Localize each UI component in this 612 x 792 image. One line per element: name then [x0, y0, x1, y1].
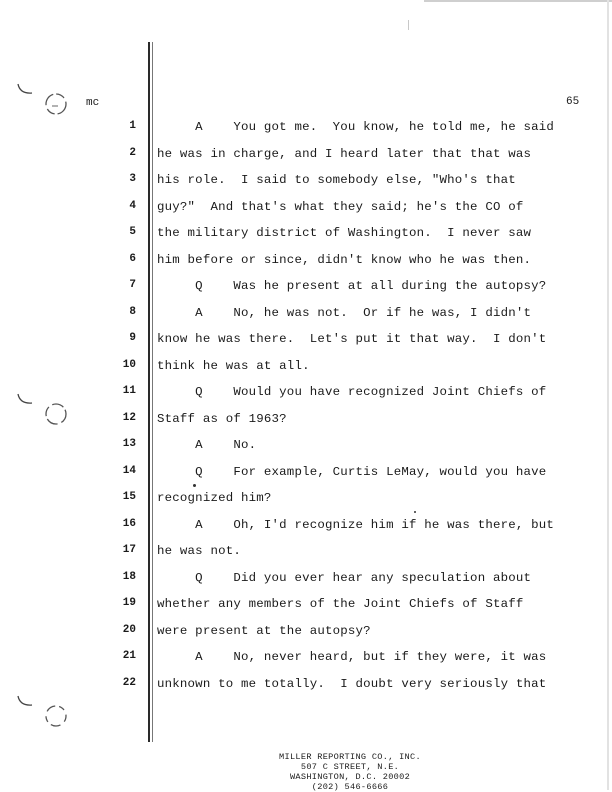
- reporter-footer: [180, 752, 520, 792]
- line-number: 17: [122, 544, 136, 556]
- transcript-line: [0, 279, 612, 299]
- line-text: recognized him?: [157, 491, 272, 505]
- footer-company: MILLER REPORTING CO., INC.: [279, 752, 421, 762]
- stray-mark: [414, 511, 416, 513]
- line-number: 14: [122, 464, 136, 477]
- page-number: 65: [566, 96, 580, 108]
- line-number: 15: [122, 491, 136, 503]
- transcript-line: [0, 597, 612, 617]
- transcript-line: [0, 650, 612, 670]
- line-number: 18: [122, 570, 136, 583]
- line-text: were present at the autopsy?: [157, 623, 371, 638]
- stray-mark: [193, 484, 196, 487]
- transcript-line: [0, 306, 612, 326]
- line-number: 11: [122, 385, 136, 397]
- line-number: 6: [129, 252, 136, 265]
- line-number: 3: [129, 173, 136, 185]
- line-text: guy?" And that's what they said; he's the CO of: [157, 199, 524, 214]
- transcript-line: [0, 385, 612, 405]
- transcript-line: [0, 226, 612, 246]
- transcript-line: [0, 491, 612, 511]
- line-text: he was not.: [157, 544, 241, 558]
- transcript-line: [0, 173, 612, 193]
- line-text: A No.: [157, 438, 257, 452]
- transcript-line: [0, 544, 612, 564]
- transcript-line: [0, 332, 612, 352]
- transcript-line: [0, 465, 612, 485]
- line-text: Staff as of 1963?: [157, 411, 287, 426]
- line-number: 2: [129, 146, 136, 159]
- line-text: Q Did you ever hear any speculation about: [157, 570, 532, 585]
- scan-mark: [408, 20, 409, 30]
- line-text: Q For example, Curtis LeMay, would you have: [157, 464, 547, 479]
- line-text: the military district of Washington. I never saw: [157, 226, 532, 240]
- transcript-line: [0, 359, 612, 379]
- line-number: 12: [122, 411, 136, 424]
- transcript-line: [0, 253, 612, 273]
- line-text: him before or since, didn't know who he was then.: [157, 252, 532, 267]
- line-number: 16: [122, 517, 136, 530]
- line-text: A You got me. You know, he told me, he said: [157, 120, 555, 134]
- line-text: he was in charge, and I heard later that that was: [157, 146, 532, 161]
- line-number: 21: [122, 650, 136, 662]
- line-text: Q Would you have recognized Joint Chiefs of: [157, 385, 547, 399]
- line-number: 19: [122, 597, 136, 609]
- typist-initials: mc: [86, 97, 100, 109]
- line-text: Q Was he present at all during the autopsy?: [157, 279, 547, 293]
- line-text: his role. I said to somebody else, "Who's that: [157, 173, 516, 187]
- line-number: 7: [129, 279, 136, 291]
- line-number: 8: [129, 305, 136, 318]
- line-text: know he was there. Let's put it that way. I don't: [157, 332, 547, 346]
- line-number: 1: [129, 120, 136, 132]
- footer-city: WASHINGTON, D.C. 20002: [289, 772, 411, 782]
- footer-street: 507 C STREET, N.E.: [300, 762, 400, 772]
- punch-hole-1: [12, 80, 74, 122]
- line-number: 5: [129, 226, 136, 238]
- footer-phone: (202) 546-6666: [311, 782, 389, 792]
- transcript-line: [0, 624, 612, 644]
- line-text: think he was at all.: [157, 358, 310, 373]
- line-number: 9: [129, 332, 136, 344]
- transcript-line: [0, 412, 612, 432]
- line-text: whether any members of the Joint Chiefs of Staff: [157, 597, 524, 611]
- transcript-line: [0, 200, 612, 220]
- line-number: 20: [122, 623, 136, 636]
- line-number: 4: [129, 199, 136, 212]
- line-text: A No, he was not. Or if he was, I didn't: [157, 305, 532, 320]
- line-text: A Oh, I'd recognize him if he was there, but: [157, 517, 555, 532]
- transcript-line: [0, 677, 612, 697]
- line-number: 10: [122, 358, 136, 371]
- transcript-line: [0, 518, 612, 538]
- line-number: 13: [122, 438, 136, 450]
- line-number: 22: [122, 676, 136, 689]
- transcript-line: [0, 147, 612, 167]
- line-text: unknown to me totally. I doubt very seriously that: [157, 676, 547, 691]
- transcript-line: [0, 120, 612, 140]
- transcript-line: [0, 571, 612, 591]
- top-edge-rule: [424, 0, 612, 2]
- punch-hole-3: [12, 692, 74, 734]
- line-text: A No, never heard, but if they were, it was: [157, 650, 547, 664]
- transcript-line: [0, 438, 612, 458]
